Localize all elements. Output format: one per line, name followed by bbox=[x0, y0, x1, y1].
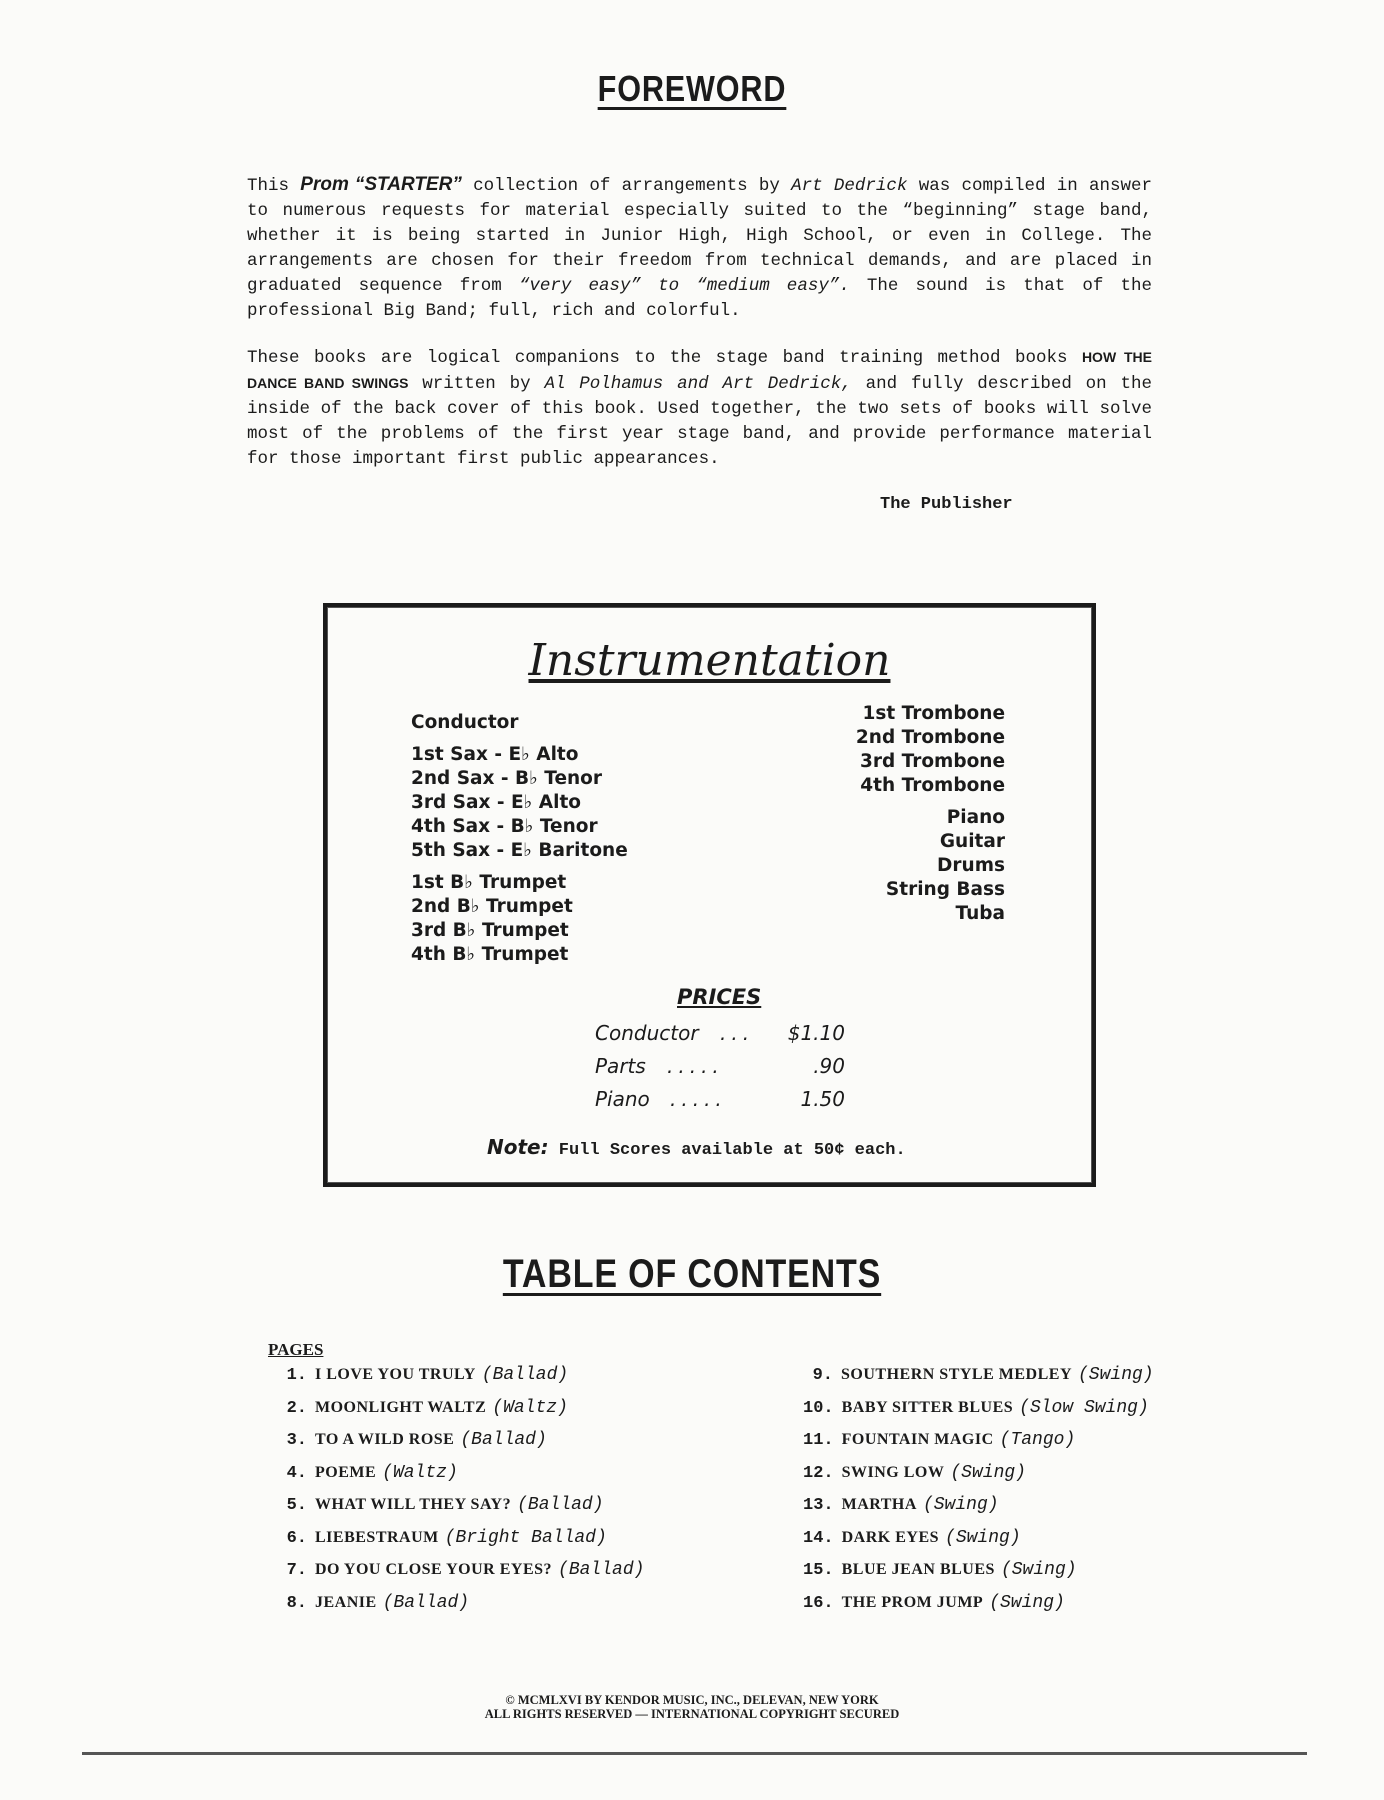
price-value: $1.10 bbox=[787, 1021, 845, 1045]
foreword-paragraph-1 bbox=[247, 172, 1152, 324]
toc-song-title: MARTHA bbox=[841, 1496, 917, 1513]
instrument-item: 1st Sax - E♭ Alto bbox=[411, 744, 579, 765]
toc-song-style: (Swing) bbox=[989, 1592, 1065, 1613]
toc-song-style: (Swing) bbox=[922, 1495, 999, 1515]
toc-song-title: BABY SITTER BLUES bbox=[841, 1398, 1014, 1416]
toc-number: 6. bbox=[286, 1528, 307, 1548]
prices-heading: PRICES bbox=[677, 985, 762, 1009]
toc-song-style: (Ballad) bbox=[481, 1365, 569, 1385]
foreword-paragraph-2 bbox=[247, 345, 1152, 472]
toc-song-title: BLUE JEAN BLUES bbox=[841, 1561, 995, 1578]
instrument-item: 4th Trombone bbox=[860, 775, 1005, 796]
toc-song-style: (Bright Ballad) bbox=[444, 1527, 607, 1548]
toc-number: 16. bbox=[803, 1593, 834, 1613]
price-leader: ..... bbox=[670, 1087, 727, 1111]
toc-song-title: I LOVE YOU TRULY bbox=[315, 1366, 476, 1383]
instrument-item: 4th Sax - B♭ Tenor bbox=[411, 816, 598, 837]
instrument-item: Guitar bbox=[939, 831, 1005, 852]
instrument-item: 2nd Trombone bbox=[855, 727, 1005, 748]
price-label: Piano bbox=[595, 1087, 650, 1111]
toc-number: 13. bbox=[803, 1496, 834, 1515]
toc-title: TABLE OF CONTENTS bbox=[502, 1252, 882, 1296]
price-label: Conductor bbox=[595, 1021, 699, 1045]
toc-number: 4. bbox=[286, 1463, 307, 1483]
text-run: This bbox=[247, 176, 301, 196]
note-label: Note: bbox=[487, 1135, 549, 1159]
price-label: Parts bbox=[595, 1054, 646, 1078]
toc-entry bbox=[277, 1593, 644, 1626]
instrument-item: 1st B♭ Trumpet bbox=[411, 872, 567, 893]
instrument-item: 3rd Sax - E♭ Alto bbox=[411, 792, 581, 813]
toc-entry bbox=[803, 1528, 1154, 1561]
toc-song-style: (Ballad) bbox=[558, 1560, 645, 1580]
toc-pages-label: PAGES bbox=[268, 1340, 324, 1359]
copyright-line: ALL RIGHTS RESERVED — INTERNATIONAL COPYRIGHT SECURED bbox=[484, 1707, 900, 1721]
price-leader: ... bbox=[720, 1021, 755, 1045]
toc-entry bbox=[803, 1560, 1154, 1593]
toc-song-style: (Swing) bbox=[1000, 1560, 1077, 1580]
toc-number: 10. bbox=[803, 1398, 834, 1418]
toc-song-style: (Slow Swing) bbox=[1019, 1397, 1149, 1418]
instrument-item: 5th Sax - E♭ Baritone bbox=[411, 840, 628, 861]
toc-number: 15. bbox=[803, 1561, 834, 1580]
toc-song-title: JEANIE bbox=[315, 1593, 377, 1611]
brand-name: Prom “STARTER” bbox=[300, 174, 462, 195]
instrument-item: 4th B♭ Trumpet bbox=[411, 944, 569, 965]
toc-entry bbox=[803, 1365, 1154, 1398]
full-score-note bbox=[487, 1135, 906, 1160]
toc-list-right bbox=[803, 1365, 1154, 1625]
toc-song-style: (Ballad) bbox=[382, 1592, 470, 1613]
instrument-item: 1st Trombone bbox=[862, 703, 1005, 724]
price-leader: ..... bbox=[667, 1054, 724, 1078]
note-text: Full Scores available at 50¢ each. bbox=[548, 1141, 906, 1160]
instrument-item: 2nd Sax - B♭ Tenor bbox=[411, 768, 603, 789]
price-value: 1.50 bbox=[800, 1087, 845, 1111]
instrument-list-left bbox=[411, 711, 628, 967]
toc-entry bbox=[277, 1560, 644, 1593]
toc-song-title: SOUTHERN STYLE MEDLEY bbox=[841, 1366, 1072, 1383]
copyright-notice bbox=[0, 1693, 1384, 1721]
toc-entry bbox=[277, 1430, 644, 1463]
toc-entry bbox=[803, 1495, 1154, 1528]
toc-song-style: (Swing) bbox=[950, 1462, 1026, 1483]
difficulty-range: “very easy” to “medium easy”. bbox=[518, 276, 850, 296]
text-run: collection of arrangements by bbox=[461, 176, 792, 196]
toc-number: 5. bbox=[286, 1496, 307, 1515]
toc-song-style: (Swing) bbox=[945, 1527, 1021, 1548]
instrument-item: 3rd B♭ Trumpet bbox=[411, 920, 569, 941]
toc-song-title: DO YOU CLOSE YOUR EYES? bbox=[315, 1561, 553, 1578]
toc-list-left bbox=[277, 1365, 644, 1625]
copyright-line: © MCMLXVI BY KENDOR MUSIC, INC., DELEVAN, NEW YORK bbox=[505, 1693, 879, 1707]
toc-song-title: FOUNTAIN MAGIC bbox=[841, 1431, 994, 1448]
toc-number: 11. bbox=[803, 1431, 834, 1450]
toc-entry bbox=[803, 1593, 1154, 1626]
toc-number: 1. bbox=[286, 1366, 307, 1385]
toc-number: 7. bbox=[286, 1561, 307, 1580]
toc-entry bbox=[803, 1398, 1154, 1431]
instrument-list-right bbox=[856, 702, 1005, 926]
instrument-item: 3rd Trombone bbox=[859, 751, 1005, 772]
author-name: Art Dedrick bbox=[791, 176, 908, 196]
instrument-item: Drums bbox=[937, 855, 1005, 876]
toc-song-title: MOONLIGHT WALTZ bbox=[315, 1398, 487, 1416]
toc-song-style: (Ballad) bbox=[460, 1430, 547, 1450]
text-run: and fully described on the inside of the back cover of this book. Used together, the two sets of books will solve most of the problems of the first year stage band, and provide performance material for those important first public appearances. bbox=[247, 374, 1152, 469]
price-value: .90 bbox=[813, 1054, 845, 1078]
text-run: These books are logical companions to the stage band training method books bbox=[247, 348, 1082, 368]
toc-number: 2. bbox=[286, 1398, 307, 1418]
toc-entry bbox=[803, 1463, 1154, 1496]
toc-number: 9. bbox=[812, 1366, 833, 1385]
toc-number: 14. bbox=[803, 1528, 834, 1548]
toc-entry bbox=[277, 1528, 644, 1561]
toc-song-title: THE PROM JUMP bbox=[841, 1593, 984, 1611]
toc-song-title: POEME bbox=[315, 1463, 377, 1481]
toc-number: 8. bbox=[286, 1593, 307, 1613]
toc-song-style: (Waltz) bbox=[382, 1462, 458, 1483]
toc-song-style: (Waltz) bbox=[492, 1397, 568, 1418]
toc-song-style: (Swing) bbox=[1078, 1365, 1154, 1385]
method-book-title: HOW THE DANCE BAND SWINGS bbox=[247, 349, 1152, 391]
toc-song-title: WHAT WILL THEY SAY? bbox=[315, 1496, 512, 1513]
instrumentation-box bbox=[323, 603, 1096, 1187]
instrument-item: Piano bbox=[946, 807, 1005, 828]
toc-number: 3. bbox=[286, 1431, 307, 1450]
toc-entry bbox=[277, 1495, 644, 1528]
toc-song-title: LIEBESTRAUM bbox=[315, 1528, 439, 1546]
toc-song-title: SWING LOW bbox=[841, 1463, 945, 1481]
toc-entry bbox=[277, 1463, 644, 1496]
instrumentation-title: Instrumentation bbox=[528, 635, 891, 686]
instrument-item: String Bass bbox=[885, 879, 1005, 900]
text-run: was compiled in answer to numerous requests for material especially suited to the “beginning” stage band, whether it is being started in Junior High, High School, or even in College. The arrangements are chosen for their freedom from technical demands, and are placed in graduated sequence from bbox=[247, 176, 1152, 296]
toc-entry bbox=[803, 1430, 1154, 1463]
foreword-title: FOREWORD bbox=[597, 68, 787, 109]
author-names: Al Polhamus and Art Dedrick, bbox=[544, 374, 852, 394]
toc-song-style: (Tango) bbox=[999, 1430, 1076, 1450]
bottom-rule bbox=[82, 1752, 1307, 1755]
toc-entry bbox=[277, 1398, 644, 1431]
toc-song-style: (Ballad) bbox=[517, 1495, 604, 1515]
toc-number: 12. bbox=[803, 1463, 834, 1483]
toc-song-title: DARK EYES bbox=[841, 1528, 940, 1546]
text-run: The sound is that of the professional Big Band; full, rich and colorful. bbox=[247, 276, 1152, 321]
publisher-signature: The Publisher bbox=[880, 495, 1013, 514]
instrument-item: Conductor bbox=[411, 712, 519, 733]
instrument-item: 2nd B♭ Trumpet bbox=[411, 896, 573, 917]
toc-entry bbox=[277, 1365, 644, 1398]
toc-song-title: TO A WILD ROSE bbox=[315, 1431, 455, 1448]
text-run: written by bbox=[408, 374, 545, 394]
instrument-item: Tuba bbox=[955, 903, 1005, 924]
